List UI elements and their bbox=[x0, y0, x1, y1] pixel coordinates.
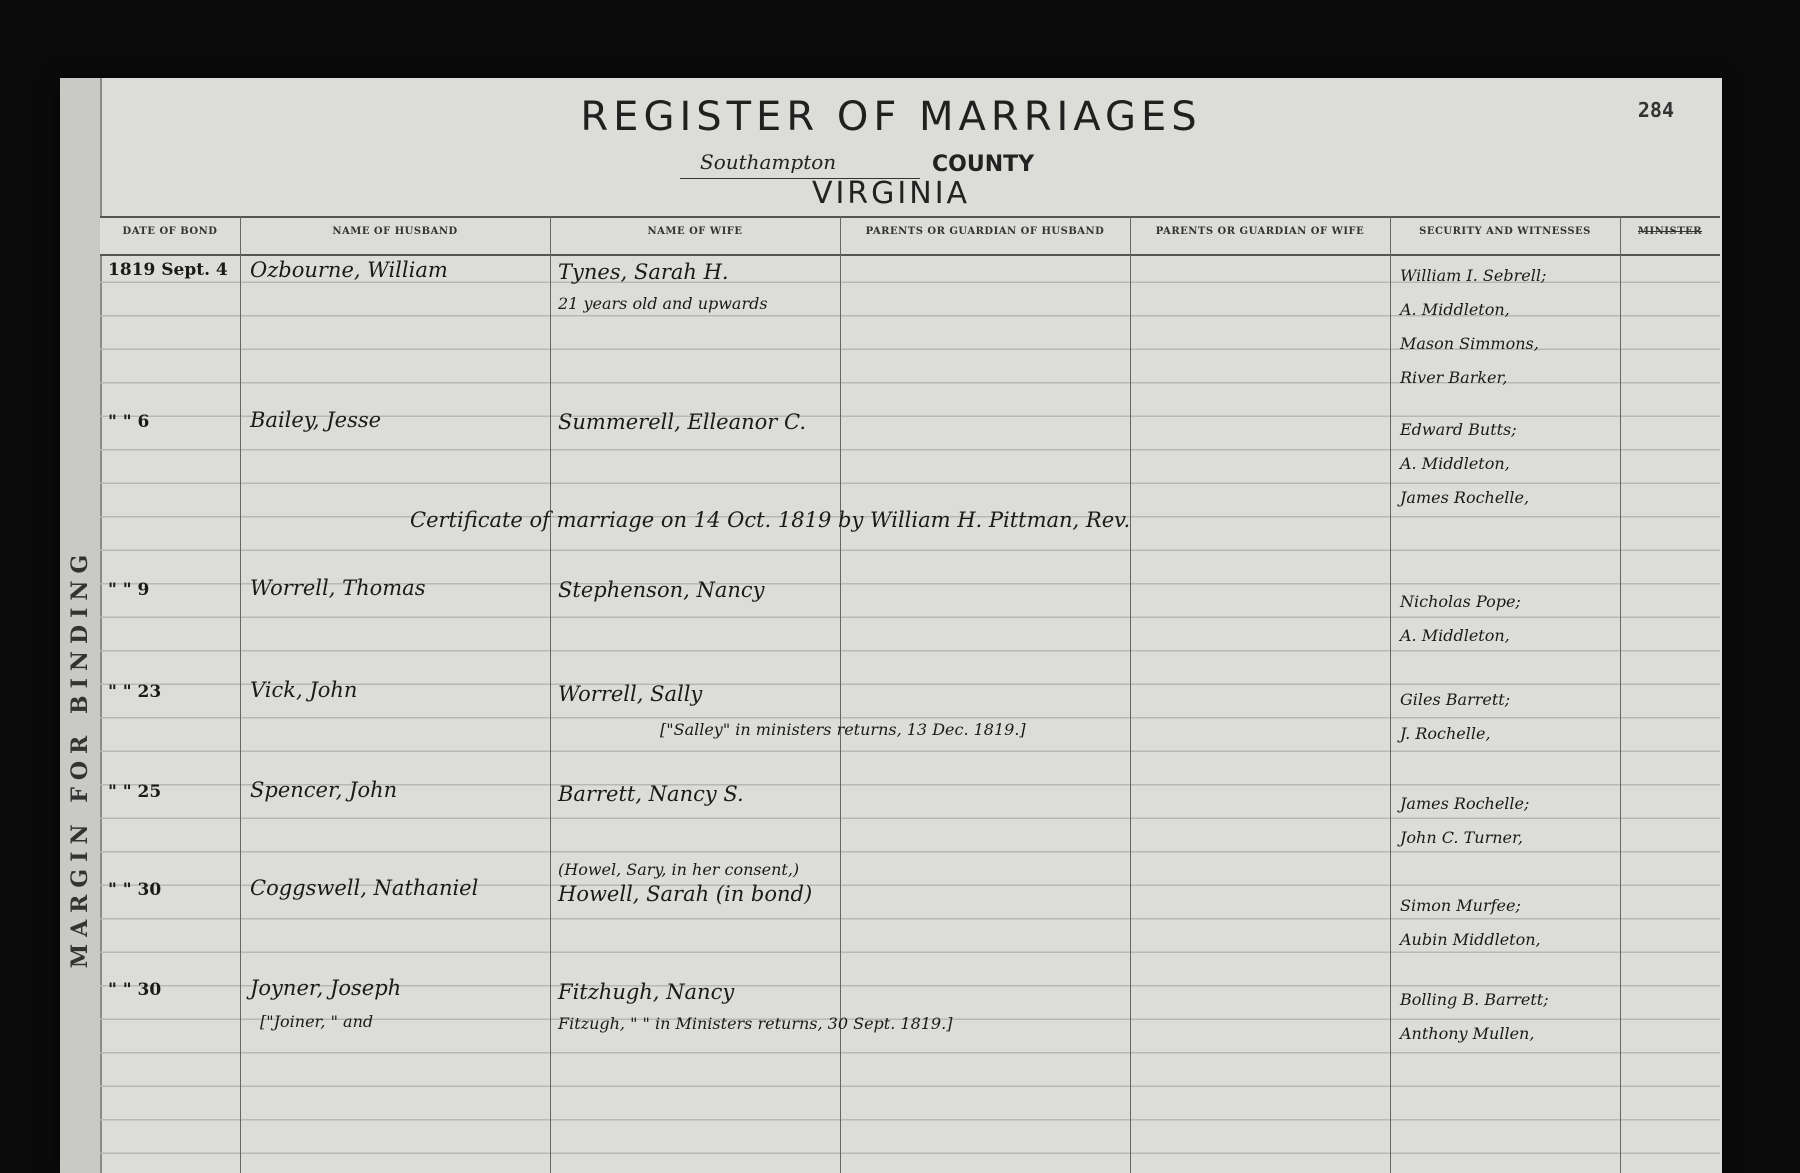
state-name: VIRGINIA bbox=[811, 176, 971, 211]
entry-2-wife: Summerell, Elleanor C. bbox=[558, 410, 807, 434]
entry-1-witness-1: William I. Sebrell; bbox=[1400, 266, 1547, 285]
column-divider bbox=[1620, 216, 1621, 1173]
entry-4-wife-note: ["Salley" in ministers returns, 13 Dec. 1819.] bbox=[660, 720, 1026, 739]
entry-6-husband: Coggswell, Nathaniel bbox=[250, 876, 479, 900]
column-divider bbox=[550, 216, 551, 1173]
entry-7-wife: Fitzhugh, Nancy bbox=[558, 980, 735, 1004]
entry-2-date: " " 6 bbox=[108, 412, 150, 432]
entry-1-witness-3: Mason Simmons, bbox=[1400, 334, 1539, 353]
column-header-row bbox=[100, 216, 1720, 256]
entry-6-witness-1: Simon Murfee; bbox=[1400, 896, 1521, 915]
column-divider bbox=[1390, 216, 1391, 1173]
entry-3-husband: Worrell, Thomas bbox=[250, 576, 426, 600]
entry-1-witness-4: River Barker, bbox=[1400, 368, 1508, 387]
entry-1-husband: Ozbourne, William bbox=[250, 258, 448, 282]
column-header-witnesses: SECURITY AND WITNESSES bbox=[1419, 226, 1591, 237]
entry-7-witness-1: Bolling B. Barrett; bbox=[1400, 990, 1549, 1009]
entry-3-witness-1: Nicholas Pope; bbox=[1400, 592, 1521, 611]
entry-5-date: " " 25 bbox=[108, 782, 162, 802]
entry-6-wife: Howell, Sarah (in bond) bbox=[558, 882, 813, 906]
entry-3-date: " " 9 bbox=[108, 580, 150, 600]
entry-2-husband: Bailey, Jesse bbox=[250, 408, 382, 432]
entry-5-husband: Spencer, John bbox=[250, 778, 398, 802]
entry-6-date: " " 30 bbox=[108, 880, 162, 900]
entry-4-wife: Worrell, Sally bbox=[558, 682, 703, 706]
entry-7-witness-2: Anthony Mullen, bbox=[1400, 1024, 1535, 1043]
entry-2-certificate: Certificate of marriage on 14 Oct. 1819 by William H. Pittman, Rev. bbox=[410, 508, 1131, 532]
register-title: REGISTER OF MARRIAGES bbox=[580, 94, 1202, 140]
entry-4-witness-2: J. Rochelle, bbox=[1400, 724, 1491, 743]
entry-2-witness-2: A. Middleton, bbox=[1400, 454, 1510, 473]
column-header-parents-wife: PARENTS OR GUARDIAN OF WIFE bbox=[1155, 226, 1365, 237]
entry-4-husband: Vick, John bbox=[250, 678, 358, 702]
column-header-wife: NAME OF WIFE bbox=[647, 226, 743, 237]
register-page bbox=[60, 78, 1722, 1173]
entry-5-witness-1: James Rochelle; bbox=[1400, 794, 1530, 813]
column-header-husband: NAME OF HUSBAND bbox=[332, 226, 458, 237]
entry-5-witness-2: John C. Turner, bbox=[1400, 828, 1523, 847]
entry-1-date: 1819 Sept. 4 bbox=[108, 260, 228, 280]
entry-4-date: " " 23 bbox=[108, 682, 162, 702]
entry-1-witness-2: A. Middleton, bbox=[1400, 300, 1510, 319]
entry-6-wife-note: (Howel, Sary, in her consent,) bbox=[558, 860, 800, 879]
column-divider bbox=[240, 216, 241, 1173]
entry-7-date: " " 30 bbox=[108, 980, 162, 1000]
entry-7-husband-note: ["Joiner, " and bbox=[260, 1012, 374, 1031]
entry-6-witness-2: Aubin Middleton, bbox=[1400, 930, 1541, 949]
column-divider bbox=[1130, 216, 1131, 1173]
column-header-parents-husband: PARENTS OR GUARDIAN OF HUSBAND bbox=[865, 226, 1105, 237]
county-label: COUNTY bbox=[932, 152, 1035, 177]
entry-1-wife-note: 21 years old and upwards bbox=[558, 294, 768, 313]
column-header-date: DATE OF BOND bbox=[122, 226, 218, 237]
entry-3-witness-2: A. Middleton, bbox=[1400, 626, 1510, 645]
county-name: Southampton bbox=[700, 150, 837, 174]
entry-1-wife: Tynes, Sarah H. bbox=[558, 260, 729, 284]
entry-7-husband: Joyner, Joseph bbox=[250, 976, 402, 1000]
ledger-table bbox=[100, 216, 1720, 1173]
binding-margin bbox=[60, 78, 102, 1173]
entry-7-wife-note: Fitzugh, " " in Ministers returns, 30 Sept. 1819.] bbox=[558, 1014, 953, 1033]
page-number: 284 bbox=[1637, 98, 1674, 122]
column-header-minister: MINISTER bbox=[1637, 226, 1703, 237]
entry-2-witness-1: Edward Butts; bbox=[1400, 420, 1517, 439]
entry-5-wife: Barrett, Nancy S. bbox=[558, 782, 744, 806]
binding-margin-label: MARGIN FOR BINDING bbox=[67, 547, 93, 969]
entry-2-witness-3: James Rochelle, bbox=[1400, 488, 1530, 507]
entry-3-wife: Stephenson, Nancy bbox=[558, 578, 765, 602]
entry-4-witness-1: Giles Barrett; bbox=[1400, 690, 1511, 709]
